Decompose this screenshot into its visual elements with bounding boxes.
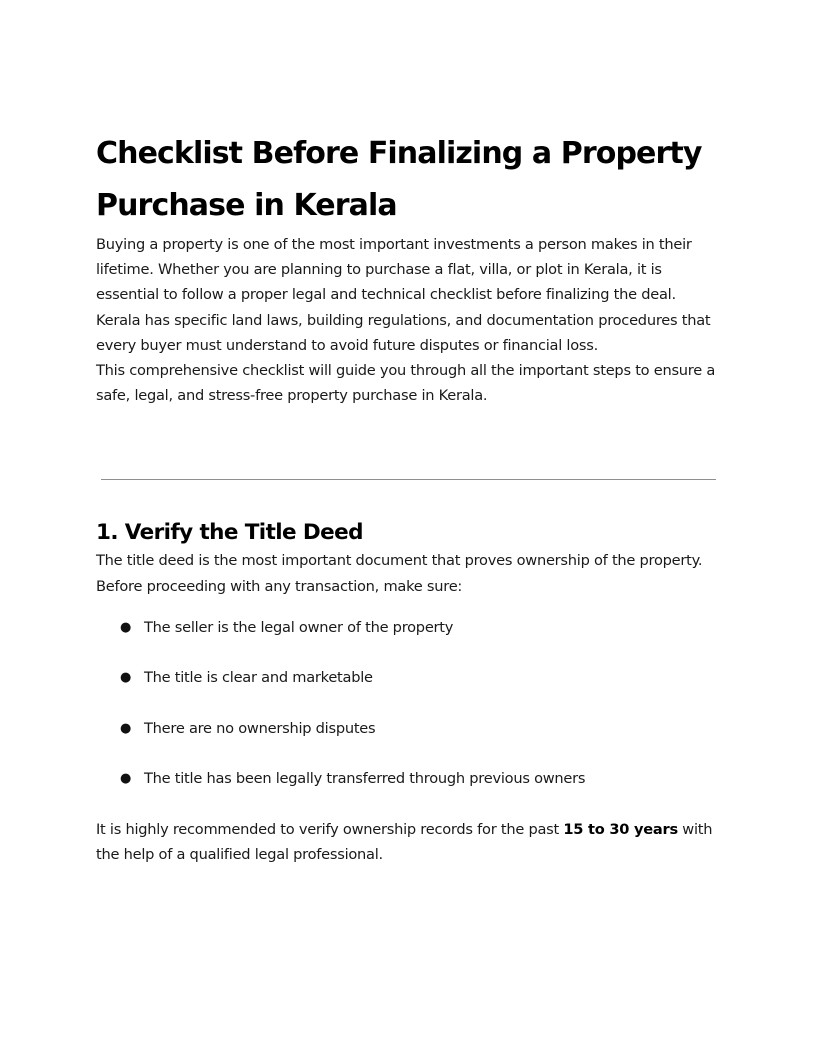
bullet-icon: ● [120, 771, 132, 787]
document-title [96, 128, 720, 232]
intro-paragraph: Buying a property is one of the most important investments a person makes in their lifetime. Whether you are planning to purchase a flat, villa, or plot in Kerala, it is essential to follow a proper legal and technical checklist before finalizing the deal. Kerala has specific land laws, building regulations, and documentation procedures that every buyer must understand to avoid future disputes or financial loss. [96, 236, 711, 354]
list-item [96, 766, 720, 817]
closing-text-start: It is highly recommended to verify ownership records for the past [96, 820, 564, 838]
document-page [96, 128, 720, 867]
section-intro-paragraph: The title deed is the most important document that proves ownership of the property. Before proceeding with any transaction, make sure: [96, 552, 703, 595]
bullet-icon: ● [120, 619, 132, 635]
list-item-text: The title is clear and marketable [144, 669, 373, 687]
bullet-icon: ● [120, 670, 132, 686]
document-title-line-1: Checklist Before Finalizing a Property [96, 136, 702, 171]
intro-paragraph-summary: This comprehensive checklist will guide you through all the important steps to ensure a safe, legal, and stress-free property purchase in Kerala. [96, 362, 716, 405]
list-item-text: The title has been legally transferred through previous owners [144, 770, 586, 788]
closing-text-end: with the help of a qualified legal professional. [96, 820, 713, 864]
list-item-text: The seller is the legal owner of the property [144, 618, 454, 636]
section-heading-title-deed: 1. Verify the Title Deed [96, 520, 363, 546]
list-item-text: There are no ownership disputes [144, 719, 376, 737]
document-title-line-2: Purchase in Kerala [96, 188, 397, 223]
section-divider [101, 479, 716, 480]
list-item [96, 716, 720, 767]
list-item [96, 665, 720, 716]
closing-emphasis: 15 to 30 years [563, 820, 678, 838]
title-deed-checklist [96, 615, 720, 817]
closing-recommendation [96, 817, 720, 867]
bullet-icon: ● [120, 720, 132, 736]
list-item [96, 615, 720, 666]
